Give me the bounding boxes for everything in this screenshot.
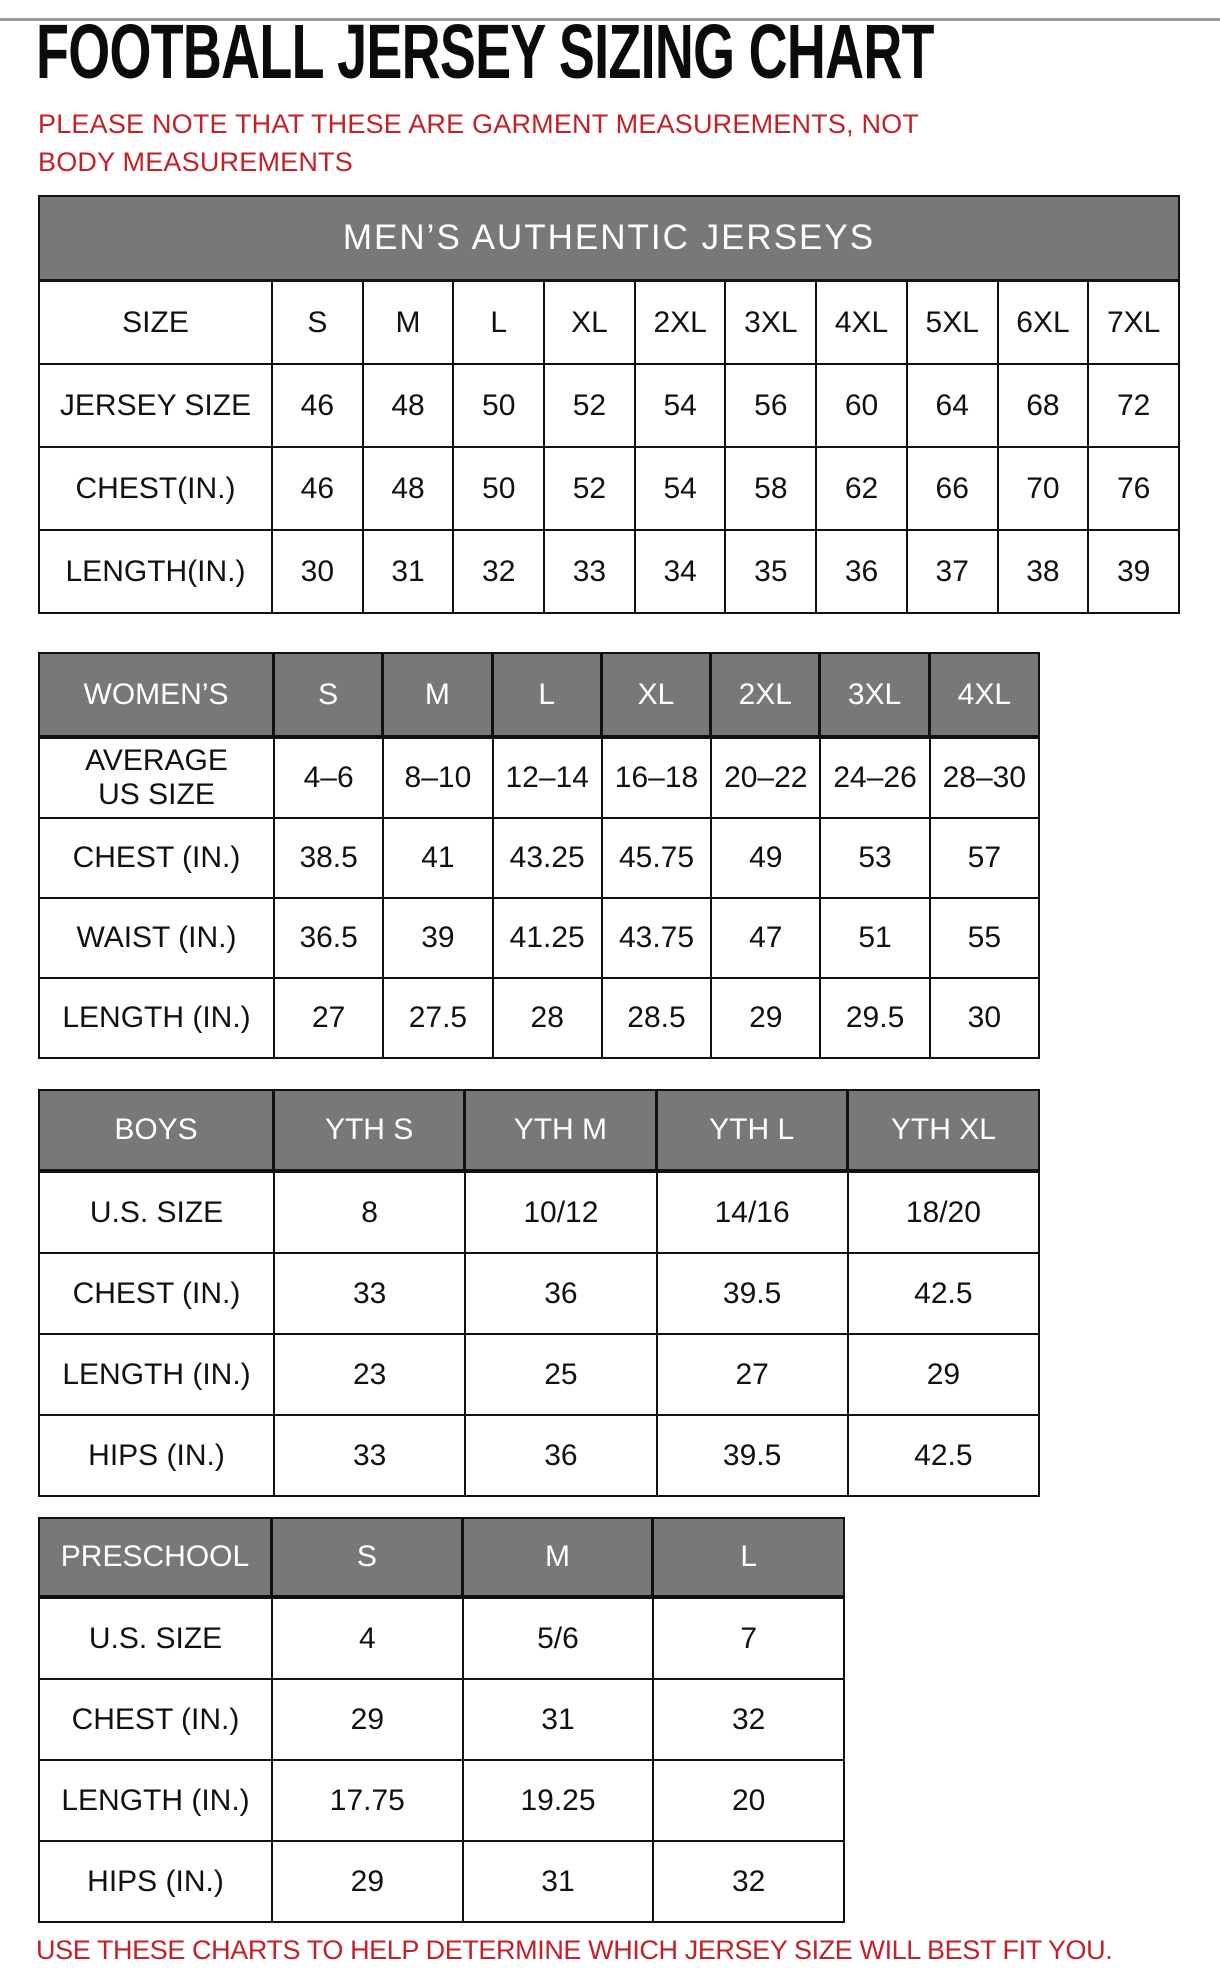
column-header-cell: S	[275, 652, 384, 735]
column-header-cell: L	[654, 1517, 845, 1595]
data-cell: 48	[364, 448, 455, 531]
data-cell: 36	[817, 531, 908, 614]
column-header-cell: YTH L	[658, 1089, 849, 1169]
data-cell: 8–10	[384, 739, 493, 819]
column-header-cell: L	[494, 652, 603, 735]
data-cell: 33	[275, 1416, 466, 1497]
data-cell: 8	[275, 1173, 466, 1254]
data-cell: 36.5	[275, 899, 384, 979]
data-cell: 31	[464, 1842, 655, 1923]
data-cell: 57	[931, 819, 1040, 899]
column-header-cell: XL	[603, 652, 712, 735]
data-cell: 38	[999, 531, 1090, 614]
column-header-cell: SIZE	[38, 282, 273, 365]
row-label-cell: WAIST (IN.)	[38, 899, 275, 979]
page-title: FOOTBALL JERSEY SIZING CHART	[36, 9, 934, 95]
column-header-cell: WOMEN’S	[38, 652, 275, 735]
preschool-table	[38, 1517, 1220, 1923]
column-header-cell: 3XL	[821, 652, 930, 735]
data-cell: 48	[364, 365, 455, 448]
column-header-cell: 5XL	[908, 282, 999, 365]
row-label-cell: LENGTH(IN.)	[38, 531, 273, 614]
data-cell: 45.75	[603, 819, 712, 899]
column-header-cell: 4XL	[931, 652, 1040, 735]
data-cell: 32	[654, 1842, 845, 1923]
data-cell: 19.25	[464, 1761, 655, 1842]
data-cell: 50	[454, 448, 545, 531]
data-cell: 64	[908, 365, 999, 448]
data-cell: 23	[275, 1335, 466, 1416]
boys-table-grid	[38, 1089, 1040, 1497]
column-header-cell: M	[384, 652, 493, 735]
data-cell: 28.5	[603, 979, 712, 1059]
column-header-cell: M	[464, 1517, 655, 1595]
preschool-table-grid	[38, 1517, 845, 1923]
data-cell: 52	[545, 365, 636, 448]
data-cell: 50	[454, 365, 545, 448]
data-cell: 49	[712, 819, 821, 899]
column-header-cell: YTH M	[466, 1089, 657, 1169]
data-cell: 20–22	[712, 739, 821, 819]
mens-table-grid	[38, 282, 1180, 614]
footer-text: USE THESE CHARTS TO HELP DETERMINE WHICH JERSEY SIZE WILL BEST FIT YOU.	[36, 1935, 1113, 1965]
data-cell: 54	[636, 365, 727, 448]
data-cell: 47	[712, 899, 821, 979]
data-cell: 55	[931, 899, 1040, 979]
column-header-cell: 2XL	[712, 652, 821, 735]
row-label-cell: HIPS (IN.)	[38, 1842, 273, 1923]
data-cell: 32	[654, 1680, 845, 1761]
data-cell: 41	[384, 819, 493, 899]
data-cell: 54	[636, 448, 727, 531]
data-cell: 24–26	[821, 739, 930, 819]
data-cell: 46	[273, 448, 364, 531]
data-cell: 25	[466, 1335, 657, 1416]
column-header-cell: BOYS	[38, 1089, 275, 1169]
column-header-cell: S	[273, 282, 364, 365]
row-label-cell: LENGTH (IN.)	[38, 1335, 275, 1416]
data-cell: 41.25	[494, 899, 603, 979]
data-cell: 38.5	[275, 819, 384, 899]
column-header-cell: 4XL	[817, 282, 908, 365]
data-cell: 30	[273, 531, 364, 614]
row-label-cell: CHEST (IN.)	[38, 1254, 275, 1335]
column-header-cell: L	[454, 282, 545, 365]
garment-note-text: PLEASE NOTE THAT THESE ARE GARMENT MEASUREMENTS, NOT BODY MEASUREMENTS	[38, 109, 919, 177]
data-cell: 28	[494, 979, 603, 1059]
data-cell: 30	[931, 979, 1040, 1059]
row-label-cell: CHEST (IN.)	[38, 819, 275, 899]
data-cell: 28–30	[931, 739, 1040, 819]
data-cell: 36	[466, 1416, 657, 1497]
data-cell: 36	[466, 1254, 657, 1335]
data-cell: 31	[464, 1680, 655, 1761]
row-label-cell: U.S. SIZE	[38, 1173, 275, 1254]
data-cell: 4–6	[275, 739, 384, 819]
data-cell: 43.75	[603, 899, 712, 979]
column-header-cell: PRESCHOOL	[38, 1517, 273, 1595]
womens-table-grid	[38, 652, 1040, 1059]
row-label-cell: LENGTH (IN.)	[38, 979, 275, 1059]
column-header-cell: 7XL	[1089, 282, 1180, 365]
column-header-cell: 2XL	[636, 282, 727, 365]
data-cell: 5/6	[464, 1599, 655, 1680]
column-header-cell: YTH XL	[849, 1089, 1040, 1169]
data-cell: 56	[726, 365, 817, 448]
data-cell: 18/20	[849, 1173, 1040, 1254]
data-cell: 31	[364, 531, 455, 614]
data-cell: 70	[999, 448, 1090, 531]
data-cell: 53	[821, 819, 930, 899]
data-cell: 37	[908, 531, 999, 614]
data-cell: 27	[658, 1335, 849, 1416]
data-cell: 39	[1089, 531, 1180, 614]
data-cell: 52	[545, 448, 636, 531]
column-header-cell: 6XL	[999, 282, 1090, 365]
data-cell: 29.5	[821, 979, 930, 1059]
data-cell: 43.25	[494, 819, 603, 899]
data-cell: 4	[273, 1599, 464, 1680]
data-cell: 42.5	[849, 1254, 1040, 1335]
column-header-cell: S	[273, 1517, 464, 1595]
row-label-cell: LENGTH (IN.)	[38, 1761, 273, 1842]
data-cell: 29	[273, 1842, 464, 1923]
data-cell: 60	[817, 365, 908, 448]
data-cell: 29	[849, 1335, 1040, 1416]
data-cell: 10/12	[466, 1173, 657, 1254]
womens-table	[38, 652, 1220, 1059]
data-cell: 20	[654, 1761, 845, 1842]
row-label-cell: U.S. SIZE	[38, 1599, 273, 1680]
data-cell: 72	[1089, 365, 1180, 448]
column-header-cell: XL	[545, 282, 636, 365]
data-cell: 27.5	[384, 979, 493, 1059]
row-label-cell: CHEST(IN.)	[38, 448, 273, 531]
data-cell: 68	[999, 365, 1090, 448]
data-cell: 29	[712, 979, 821, 1059]
data-cell: 76	[1089, 448, 1180, 531]
data-cell: 7	[654, 1599, 845, 1680]
data-cell: 39.5	[658, 1254, 849, 1335]
data-cell: 35	[726, 531, 817, 614]
data-cell: 39	[384, 899, 493, 979]
data-cell: 66	[908, 448, 999, 531]
data-cell: 62	[817, 448, 908, 531]
data-cell: 27	[275, 979, 384, 1059]
boys-table	[38, 1089, 1220, 1497]
data-cell: 14/16	[658, 1173, 849, 1254]
data-cell: 17.75	[273, 1761, 464, 1842]
data-cell: 51	[821, 899, 930, 979]
column-header-cell: M	[364, 282, 455, 365]
row-label-cell: HIPS (IN.)	[38, 1416, 275, 1497]
data-cell: 29	[273, 1680, 464, 1761]
mens-table-banner: MEN’S AUTHENTIC JERSEYS	[38, 195, 1180, 282]
data-cell: 32	[454, 531, 545, 614]
sizing-chart-page	[0, 9, 1220, 1988]
row-label-cell: AVERAGE US SIZE	[38, 739, 275, 819]
row-label-cell: JERSEY SIZE	[38, 365, 273, 448]
data-cell: 34	[636, 531, 727, 614]
data-cell: 39.5	[658, 1416, 849, 1497]
data-cell: 33	[275, 1254, 466, 1335]
data-cell: 33	[545, 531, 636, 614]
column-header-cell: YTH S	[275, 1089, 466, 1169]
row-label-cell: CHEST (IN.)	[38, 1680, 273, 1761]
data-cell: 58	[726, 448, 817, 531]
column-header-cell: 3XL	[726, 282, 817, 365]
data-cell: 12–14	[494, 739, 603, 819]
mens-table	[38, 195, 1220, 614]
data-cell: 16–18	[603, 739, 712, 819]
data-cell: 46	[273, 365, 364, 448]
data-cell: 42.5	[849, 1416, 1040, 1497]
